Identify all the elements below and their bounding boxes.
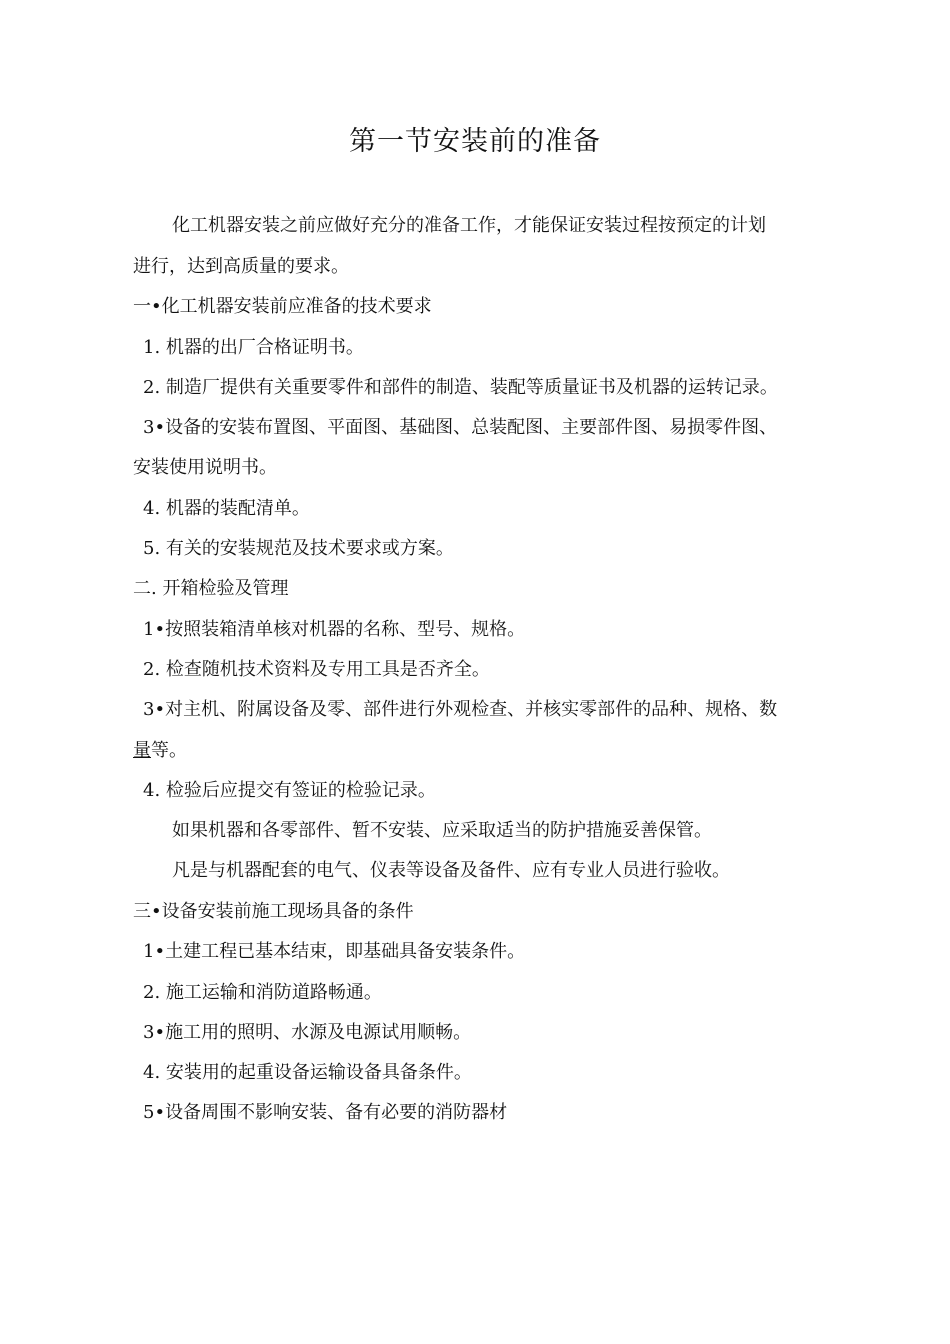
section-2-heading: 二. 开箱检验及管理 bbox=[133, 578, 289, 599]
section-3-item-3: 3•施工用的照明、水源及电源试用顺畅。 bbox=[143, 1022, 472, 1043]
section-3-heading: 三•设备安装前施工现场具备的条件 bbox=[133, 901, 414, 922]
section-3-item-5: 5•设备周围不影响安装、备有必要的消防器材 bbox=[143, 1102, 508, 1123]
section-1-item-3-line-1: 3•设备的安装布置图、平面图、基础图、总装配图、主要部件图、易损零件图、 bbox=[143, 417, 778, 438]
section-1-item-3-line-2: 安装使用说明书。 bbox=[133, 457, 277, 478]
underlined-word: 量 bbox=[133, 740, 151, 761]
section-1-item-2: 2. 制造厂提供有关重要零件和部件的制造、装配等质量证书及机器的运转记录。 bbox=[143, 377, 778, 398]
section-2-note-2: 凡是与机器配套的电气、仪表等设备及备件、应有专业人员进行验收。 bbox=[172, 860, 730, 881]
section-1-heading: 一•化工机器安装前应准备的技术要求 bbox=[133, 296, 432, 317]
section-2-note-1: 如果机器和各零部件、暂不安装、应采取适当的防护措施妥善保管。 bbox=[172, 820, 712, 841]
section-2-item-1: 1•按照装箱清单核对机器的名称、型号、规格。 bbox=[143, 619, 526, 640]
section-2-item-2: 2. 检查随机技术资料及专用工具是否齐全。 bbox=[143, 659, 490, 680]
section-2-item-3-line-2 bbox=[133, 738, 187, 764]
page-title: 第一节安装前的准备 bbox=[349, 126, 601, 157]
section-1-item-1: 1. 机器的出厂合格证明书。 bbox=[143, 337, 364, 358]
section-3-item-2: 2. 施工运输和消防道路畅通。 bbox=[143, 982, 382, 1003]
section-3-item-1: 1•土建工程已基本结束，即基础具备安装条件。 bbox=[143, 941, 526, 962]
section-2-item-3-line-2-rest: 等。 bbox=[151, 740, 187, 761]
section-3-item-4: 4. 安装用的起重设备运输设备具备条件。 bbox=[143, 1062, 472, 1083]
section-2-item-3-line-1: 3•对主机、附属设备及零、部件进行外观检查、并核实零部件的品种、规格、数 bbox=[143, 699, 778, 720]
intro-line-1: 化工机器安装之前应做好充分的准备工作，才能保证安装过程按预定的计划 bbox=[172, 215, 766, 236]
section-2-item-4: 4. 检验后应提交有签证的检验记录。 bbox=[143, 780, 436, 801]
section-1-item-5: 5. 有关的安装规范及技术要求或方案。 bbox=[143, 538, 454, 559]
section-1-item-4: 4. 机器的装配清单。 bbox=[143, 498, 310, 519]
intro-line-2: 进行，达到高质量的要求。 bbox=[133, 256, 349, 277]
